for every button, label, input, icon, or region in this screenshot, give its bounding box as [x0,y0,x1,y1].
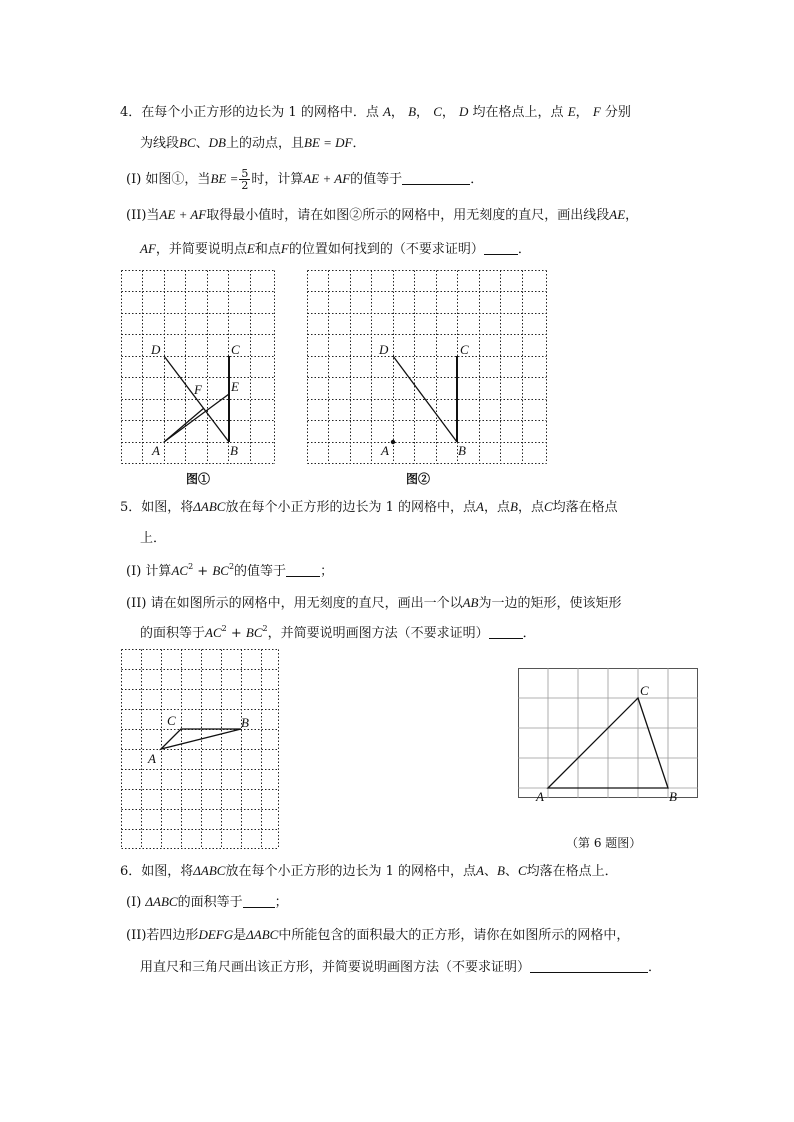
figure-2-caption: 图② [406,472,431,486]
dotted-grid [122,650,279,849]
answer-blank[interactable] [530,958,648,973]
q6-part-2-line-1: (II)若四边形DEFG是ΔABC中所能包含的面积最大的正方形，请你在如图所示的网格中， [126,927,630,943]
label-F: F [194,382,202,397]
q5-line-2: 上． [140,531,167,546]
q5-line-1: 5．如图，将ΔABC放在每个小正方形的边长为 1 的网格中，点A，点B，点C均落在格点 [120,499,618,515]
figure-q5-grid [121,649,279,849]
q4-part-2-line-2: AF，并简要说明点E和点F的位置如何找到的（不要求证明） ． [140,241,531,257]
figure-q6-grid [518,668,698,804]
fraction-5-over-2: $\frac{5}{2}$ [241,167,249,192]
q4-part-2-line-1: (II)当AE + AF取得最小值时，请在如图②所示的网格中，用无刻度的直尺，画出线段AE， [126,207,639,223]
dotted-grid [122,271,275,464]
label-C: C [167,713,176,728]
q5-part-1: (I) 计算$AC^2 + BC^2$的值等于 ； [126,562,334,579]
label-B: B [230,443,238,458]
label-A: A [148,751,156,766]
label-D: D [379,342,389,357]
figure-q6-caption: （第 6 题图） [566,836,642,850]
label-C: C [231,342,240,357]
q4-part-1: (I) 如图①，当BE = $\frac{5}{2}$ 时，计算AE + AF的值等于 ． [126,167,484,192]
label-D: D [151,342,161,357]
label-B: B [458,443,466,458]
label-C: C [460,342,469,357]
label-B: B [669,789,677,804]
answer-blank[interactable] [489,624,523,639]
point-A [391,440,395,444]
segment-DB [164,356,229,442]
dotted-grid [308,271,547,464]
answer-blank[interactable] [286,562,320,577]
answer-blank[interactable] [243,893,275,908]
segment-AF [164,408,204,442]
answer-blank[interactable] [484,240,518,255]
q6-part-1: (I) ΔABC的面积等于 ； [126,894,288,910]
figure-2-grid [307,270,547,464]
label-A: A [152,443,160,458]
label-B: B [241,715,249,730]
q6-part-2-line-2: 用直尺和三角尺画出该正方形，并简要说明画图方法（不要求证明） ． [140,960,662,975]
q6-line-1: 6．如图，将ΔABC放在每个小正方形的边长为 1 的网格中，点A、B、C均落在格点上． [120,863,618,879]
figure-1-caption: 图① [186,472,211,486]
label-A: A [381,443,389,458]
segment-AE [164,394,229,442]
q4-line-1: 4．在每个小正方形的边长为 1 的网格中．点 A， B， C， D 均在格点上，点 E， F 分别 [120,104,631,120]
label-C: C [640,683,649,698]
answer-blank[interactable] [402,170,470,185]
figure-1-grid [121,270,275,464]
label-A: A [536,789,544,804]
triangle-ABC [161,729,241,749]
solid-grid [518,668,698,798]
label-E: E [231,379,239,394]
q5-part-2-line-2: 的面积等于$AC^2 + BC^2$，并简要说明画图方法（不要求证明） ． [140,624,536,641]
q5-part-2-line-1: (II) 请在如图所示的网格中，用无刻度的直尺，画出一个以AB为一边的矩形，使该矩形 [126,595,622,611]
q4-line-2: 为线段BC、DB上的动点，且BE = DF． [140,135,366,151]
